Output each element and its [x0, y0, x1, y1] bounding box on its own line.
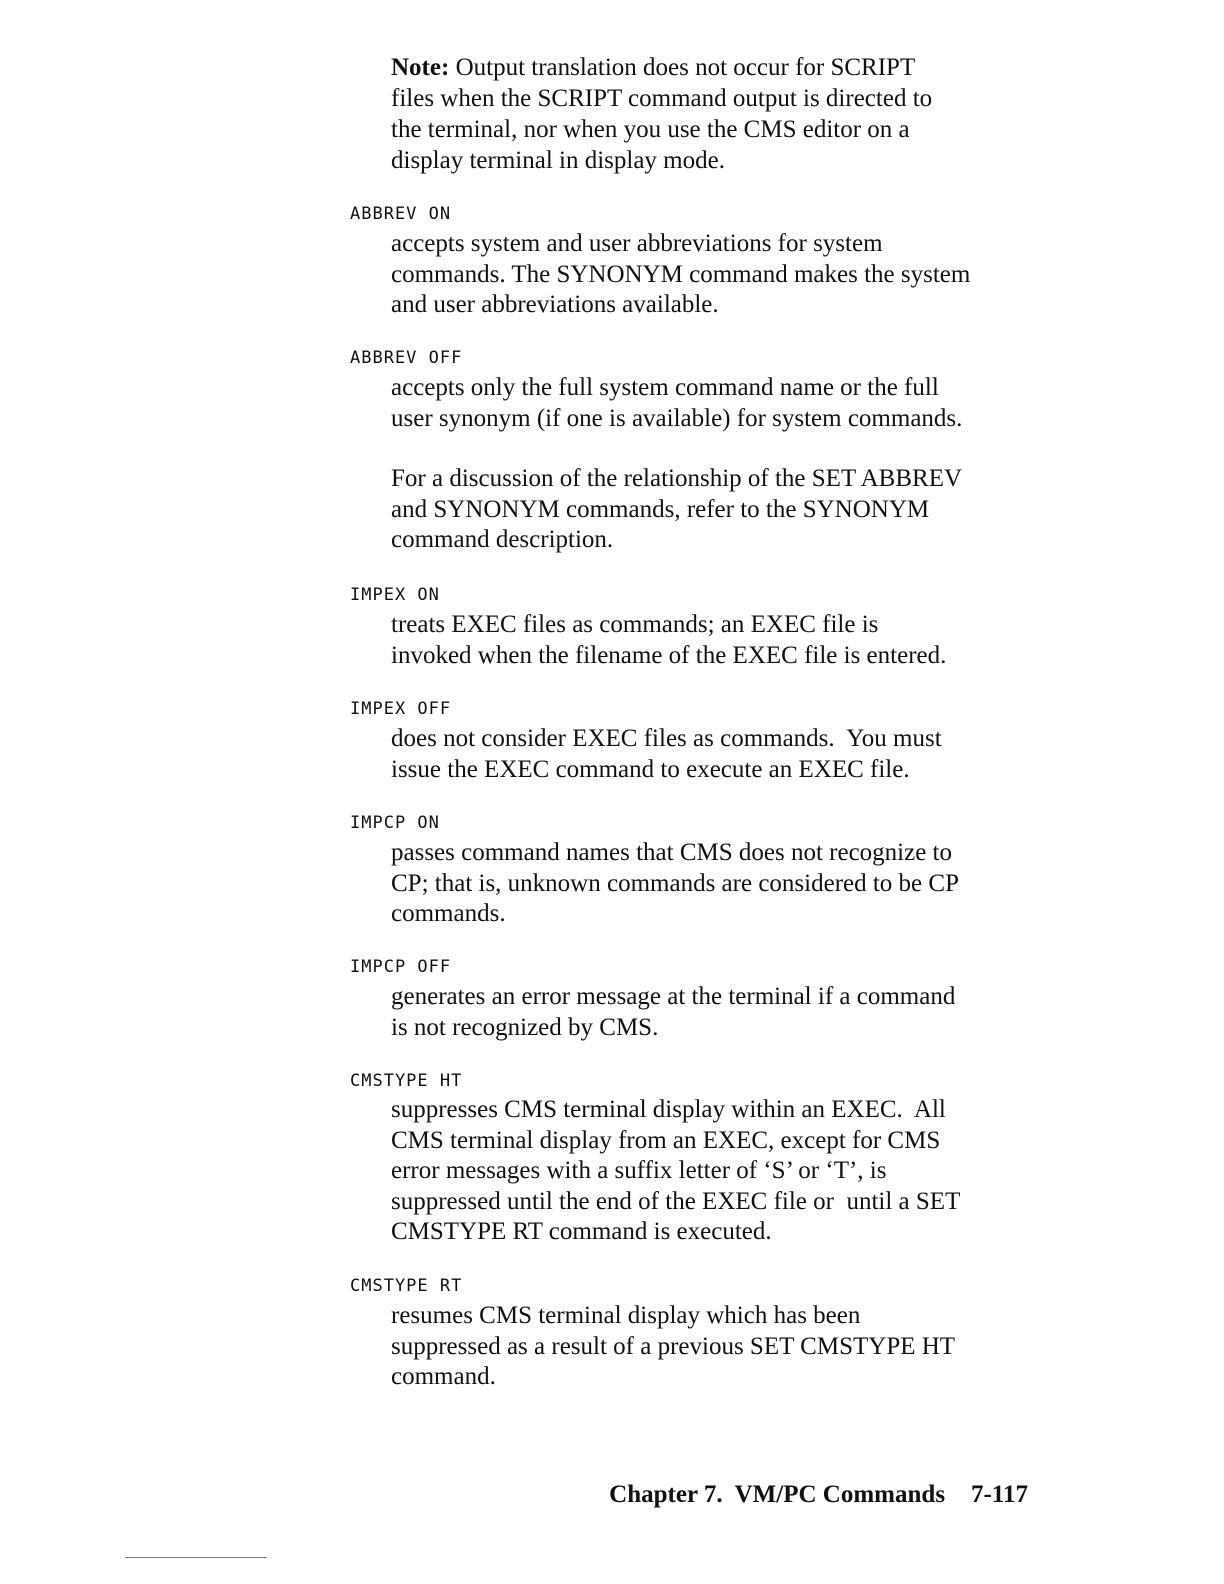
description-line: and SYNONYM commands, refer to the SYNONYM [391, 495, 930, 523]
description-line: is not recognized by CMS. [391, 1013, 659, 1041]
note-line [391, 52, 1031, 83]
description-cmstype-ht [391, 1095, 1041, 1248]
description-paragraph [391, 229, 1041, 321]
term-abbrev-off: ABBREV OFF [350, 348, 463, 368]
description-paragraph [391, 373, 1041, 434]
description-cmstype-rt [391, 1301, 1041, 1393]
description-line: command. [391, 1363, 496, 1390]
description-line: suppressed until the end of the EXEC file or until a SET [391, 1187, 961, 1215]
description-line: and user abbreviations available. [391, 291, 719, 318]
description-impex-on [391, 610, 1041, 671]
description-line: treats EXEC files as commands; an EXEC file is [391, 611, 879, 638]
description-impex-off [391, 724, 1041, 785]
description-line: user synonym (if one is available) for system commands. [391, 404, 963, 432]
description-line: suppressed as a result of a previous SET CMSTYPE HT [391, 1332, 956, 1360]
description-line: CP; that is, unknown commands are considered to be CP [391, 869, 959, 897]
description-line: commands. The SYNONYM command makes the system [391, 260, 971, 288]
description-abbrev-off [391, 373, 1041, 556]
note-paragraph [391, 52, 1031, 176]
page-footer [609, 1480, 1028, 1510]
description-line: generates an error message at the terminal if a command [391, 983, 956, 1010]
description-line: suppresses CMS terminal display within an EXEC. All [391, 1096, 946, 1123]
description-line: commands. [391, 900, 506, 927]
term-abbrev-on: ABBREV ON [350, 204, 452, 224]
term-impex-on: IMPEX ON [350, 585, 440, 605]
note-label: Note: [391, 54, 450, 81]
note-line-text: Output translation does not occur for SCRIPT [455, 54, 916, 81]
description-paragraph [391, 724, 1041, 785]
description-line: accepts only the full system command name or the full [391, 374, 939, 401]
description-paragraph [391, 1301, 1041, 1393]
description-line: does not consider EXEC files as commands. You must [391, 725, 942, 752]
description-line: CMS terminal display from an EXEC, except for CMS [391, 1126, 941, 1154]
term-impcp-off: IMPCP OFF [350, 957, 452, 977]
term-impex-off: IMPEX OFF [350, 699, 452, 719]
description-line: For a discussion of the relationship of the SET ABBREV [391, 465, 963, 492]
description-line: issue the EXEC command to execute an EXEC file. [391, 755, 910, 783]
chapter-title: Chapter 7. VM/PC Commands [609, 1481, 946, 1508]
description-line: resumes CMS terminal display which has been [391, 1302, 861, 1329]
description-paragraph [391, 1095, 1041, 1248]
description-line: CMSTYPE RT command is executed. [391, 1218, 772, 1245]
description-paragraph [391, 464, 1041, 556]
term-impcp-on: IMPCP ON [350, 813, 440, 833]
description-abbrev-on [391, 229, 1041, 321]
note-line: files when the SCRIPT command output is directed to [391, 85, 933, 112]
description-line: passes command names that CMS does not recognize to [391, 839, 952, 866]
note-line: display terminal in display mode. [391, 147, 725, 174]
page-number: 7-117 [971, 1481, 1028, 1508]
term-cmstype-ht: CMSTYPE HT [350, 1071, 463, 1091]
bottom-rule [125, 1557, 267, 1558]
description-impcp-off [391, 982, 1041, 1043]
note-line: the terminal, nor when you use the CMS editor on a [391, 116, 910, 143]
description-line: error messages with a suffix letter of ‘S’ or ‘T’, is [391, 1157, 887, 1184]
description-paragraph [391, 982, 1041, 1043]
description-line: command description. [391, 526, 614, 553]
description-paragraph [391, 838, 1041, 930]
term-cmstype-rt: CMSTYPE RT [350, 1276, 463, 1296]
description-line: invoked when the filename of the EXEC file is entered. [391, 641, 947, 669]
description-line: accepts system and user abbreviations for system [391, 230, 883, 257]
description-impcp-on [391, 838, 1041, 930]
description-paragraph [391, 610, 1041, 671]
